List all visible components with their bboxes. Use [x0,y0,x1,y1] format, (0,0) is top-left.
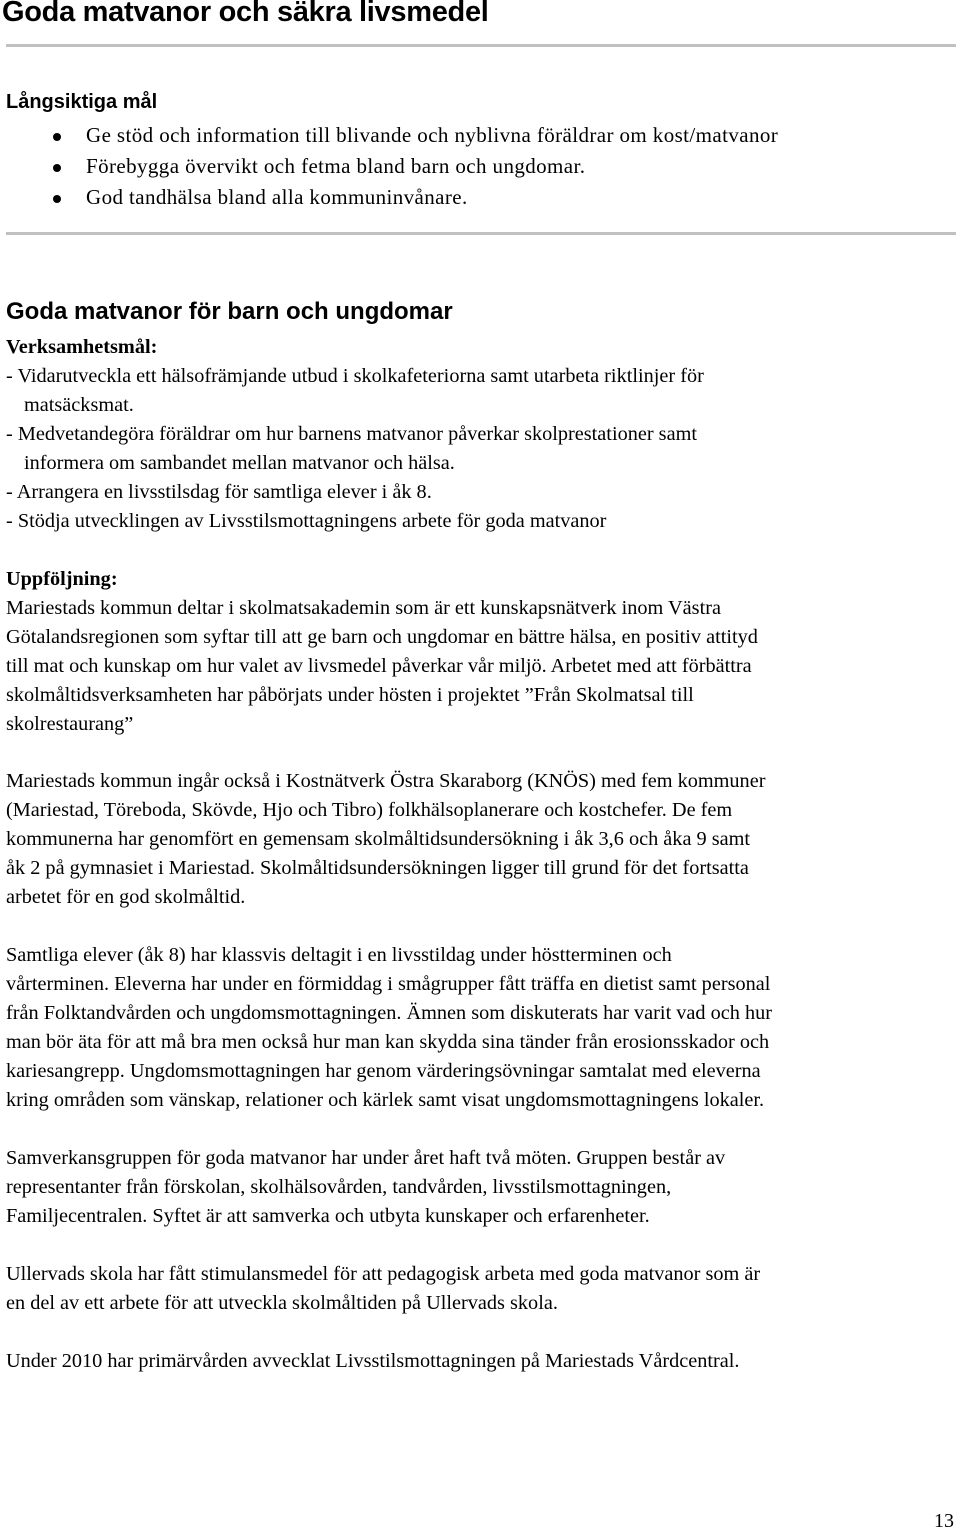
list-item-text: Förebygga övervikt och fetma bland barn och ungdomar. [86,154,586,178]
goal-line: matsäcksmat. [24,394,134,416]
paragraph-line: representanter från förskolan, skolhälsovården, tandvården, livsstilsmottagningen, [6,1176,672,1198]
paragraph-line: man bör äta för att må bra men också hur man kan skydda sina tänder från erosionsskador och [6,1031,770,1053]
goal-line: - Stödja utvecklingen av Livsstilsmottagningens arbete för goda matvanor [6,510,607,532]
page-title: Goda matvanor och säkra livsmedel [2,0,489,28]
paragraph-line: Under 2010 har primärvården avvecklat Livsstilsmottagningen på Mariestads Vårdcentral. [6,1350,740,1372]
list-item [0,123,778,154]
paragraph-line: vårterminen. Eleverna har under en förmiddag i smågrupper fått träffa en dietist samt personal [6,973,771,995]
page-number: 13 [934,1510,954,1532]
paragraph-line: Samtliga elever (åk 8) har klassvis deltagit i en livsstildag under höstterminen och [6,944,672,966]
goals-label: Verksamhetsmål: [6,336,158,358]
bullet-icon [53,133,61,141]
paragraph-line: Götalandsregionen som syftar till att ge barn och ungdomar en bättre hälsa, en positiv attityd [6,626,758,648]
paragraph-line: kring områden som vänskap, relationer och kärlek samt visat ungdomsmottagningens lokaler. [6,1089,765,1111]
paragraph-line: Mariestads kommun deltar i skolmatsakademin som är ett kunskapsnätverk inom Västra [6,597,721,619]
paragraph-collaboration [6,1144,956,1231]
section-heading: Goda matvanor för barn och ungdomar [6,298,453,325]
goals-block [6,333,956,536]
goal-line: informera om sambandet mellan matvanor och hälsa. [24,452,455,474]
goal-line: - Arrangera en livsstilsdag för samtliga elever i åk 8. [6,481,432,503]
goal-line: - Medvetandegöra föräldrar om hur barnens matvanor påverkar skolprestationer samt [6,423,697,445]
paragraph-line: åk 2 på gymnasiet i Mariestad. Skolmåltidsundersökningen ligger till grund för det fortsatta [6,857,749,879]
paragraph-line: kommunerna har genomfört en gemensam skolmåltidsundersökning i åk 3,6 och åka 9 samt [6,828,751,850]
bullet-icon [53,195,61,203]
paragraph-knos [6,767,956,912]
long-term-goals-list [0,123,778,216]
paragraph-line: till mat och kunskap om hur valet av livsmedel påverkar vår miljö. Arbetet med att förbättra [6,655,752,677]
paragraph-ullervad [6,1260,956,1318]
followup-block [6,565,956,739]
followup-label: Uppföljning: [6,568,118,590]
paragraph-line: Samverkansgruppen för goda matvanor har under året haft två möten. Gruppen består av [6,1147,726,1169]
bullet-icon [53,164,61,172]
divider-top [6,44,956,47]
paragraph-line: (Mariestad, Töreboda, Skövde, Hjo och Tibro) folkhälsoplanerare och kostchefer. De fem [6,799,733,821]
paragraph-line: Familjecentralen. Syftet är att samverka och utbyta kunskaper och erfarenheter. [6,1205,650,1227]
paragraph-line: en del av ett arbete för att utveckla skolmåltiden på Ullervads skola. [6,1292,558,1314]
paragraph-line: skolmåltidsverksamheten har påbörjats under hösten i projektet ”Från Skolmatsal till [6,684,694,706]
paragraph-primary-care [6,1347,956,1376]
goal-line: - Vidarutveckla ett hälsofrämjande utbud i skolkafeteriorna samt utarbeta riktlinjer för [6,365,704,387]
paragraph-line: skolrestaurang” [6,713,134,735]
paragraph-lifestyle-day [6,941,956,1115]
list-item [0,185,778,216]
paragraph-line: kariesangrepp. Ungdomsmottagningen har genom värderingsövningar samtalat med eleverna [6,1060,761,1082]
paragraph-line: arbetet för en god skolmåltid. [6,886,246,908]
list-item [0,154,778,185]
paragraph-line: från Folktandvården och ungdomsmottagningen. Ämnen som diskuterats har varit vad och hur [6,1002,773,1024]
paragraph-line: Mariestads kommun ingår också i Kostnätverk Östra Skaraborg (KNÖS) med fem kommuner [6,770,766,792]
list-item-text: Ge stöd och information till blivande och nyblivna föräldrar om kost/matvanor [86,123,779,147]
divider-middle [6,232,956,235]
paragraph-line: Ullervads skola har fått stimulansmedel för att pedagogisk arbeta med goda matvanor som är [6,1263,761,1285]
long-term-goals-heading: Långsiktiga mål [6,91,158,113]
list-item-text: God tandhälsa bland alla kommuninvånare. [86,185,468,209]
